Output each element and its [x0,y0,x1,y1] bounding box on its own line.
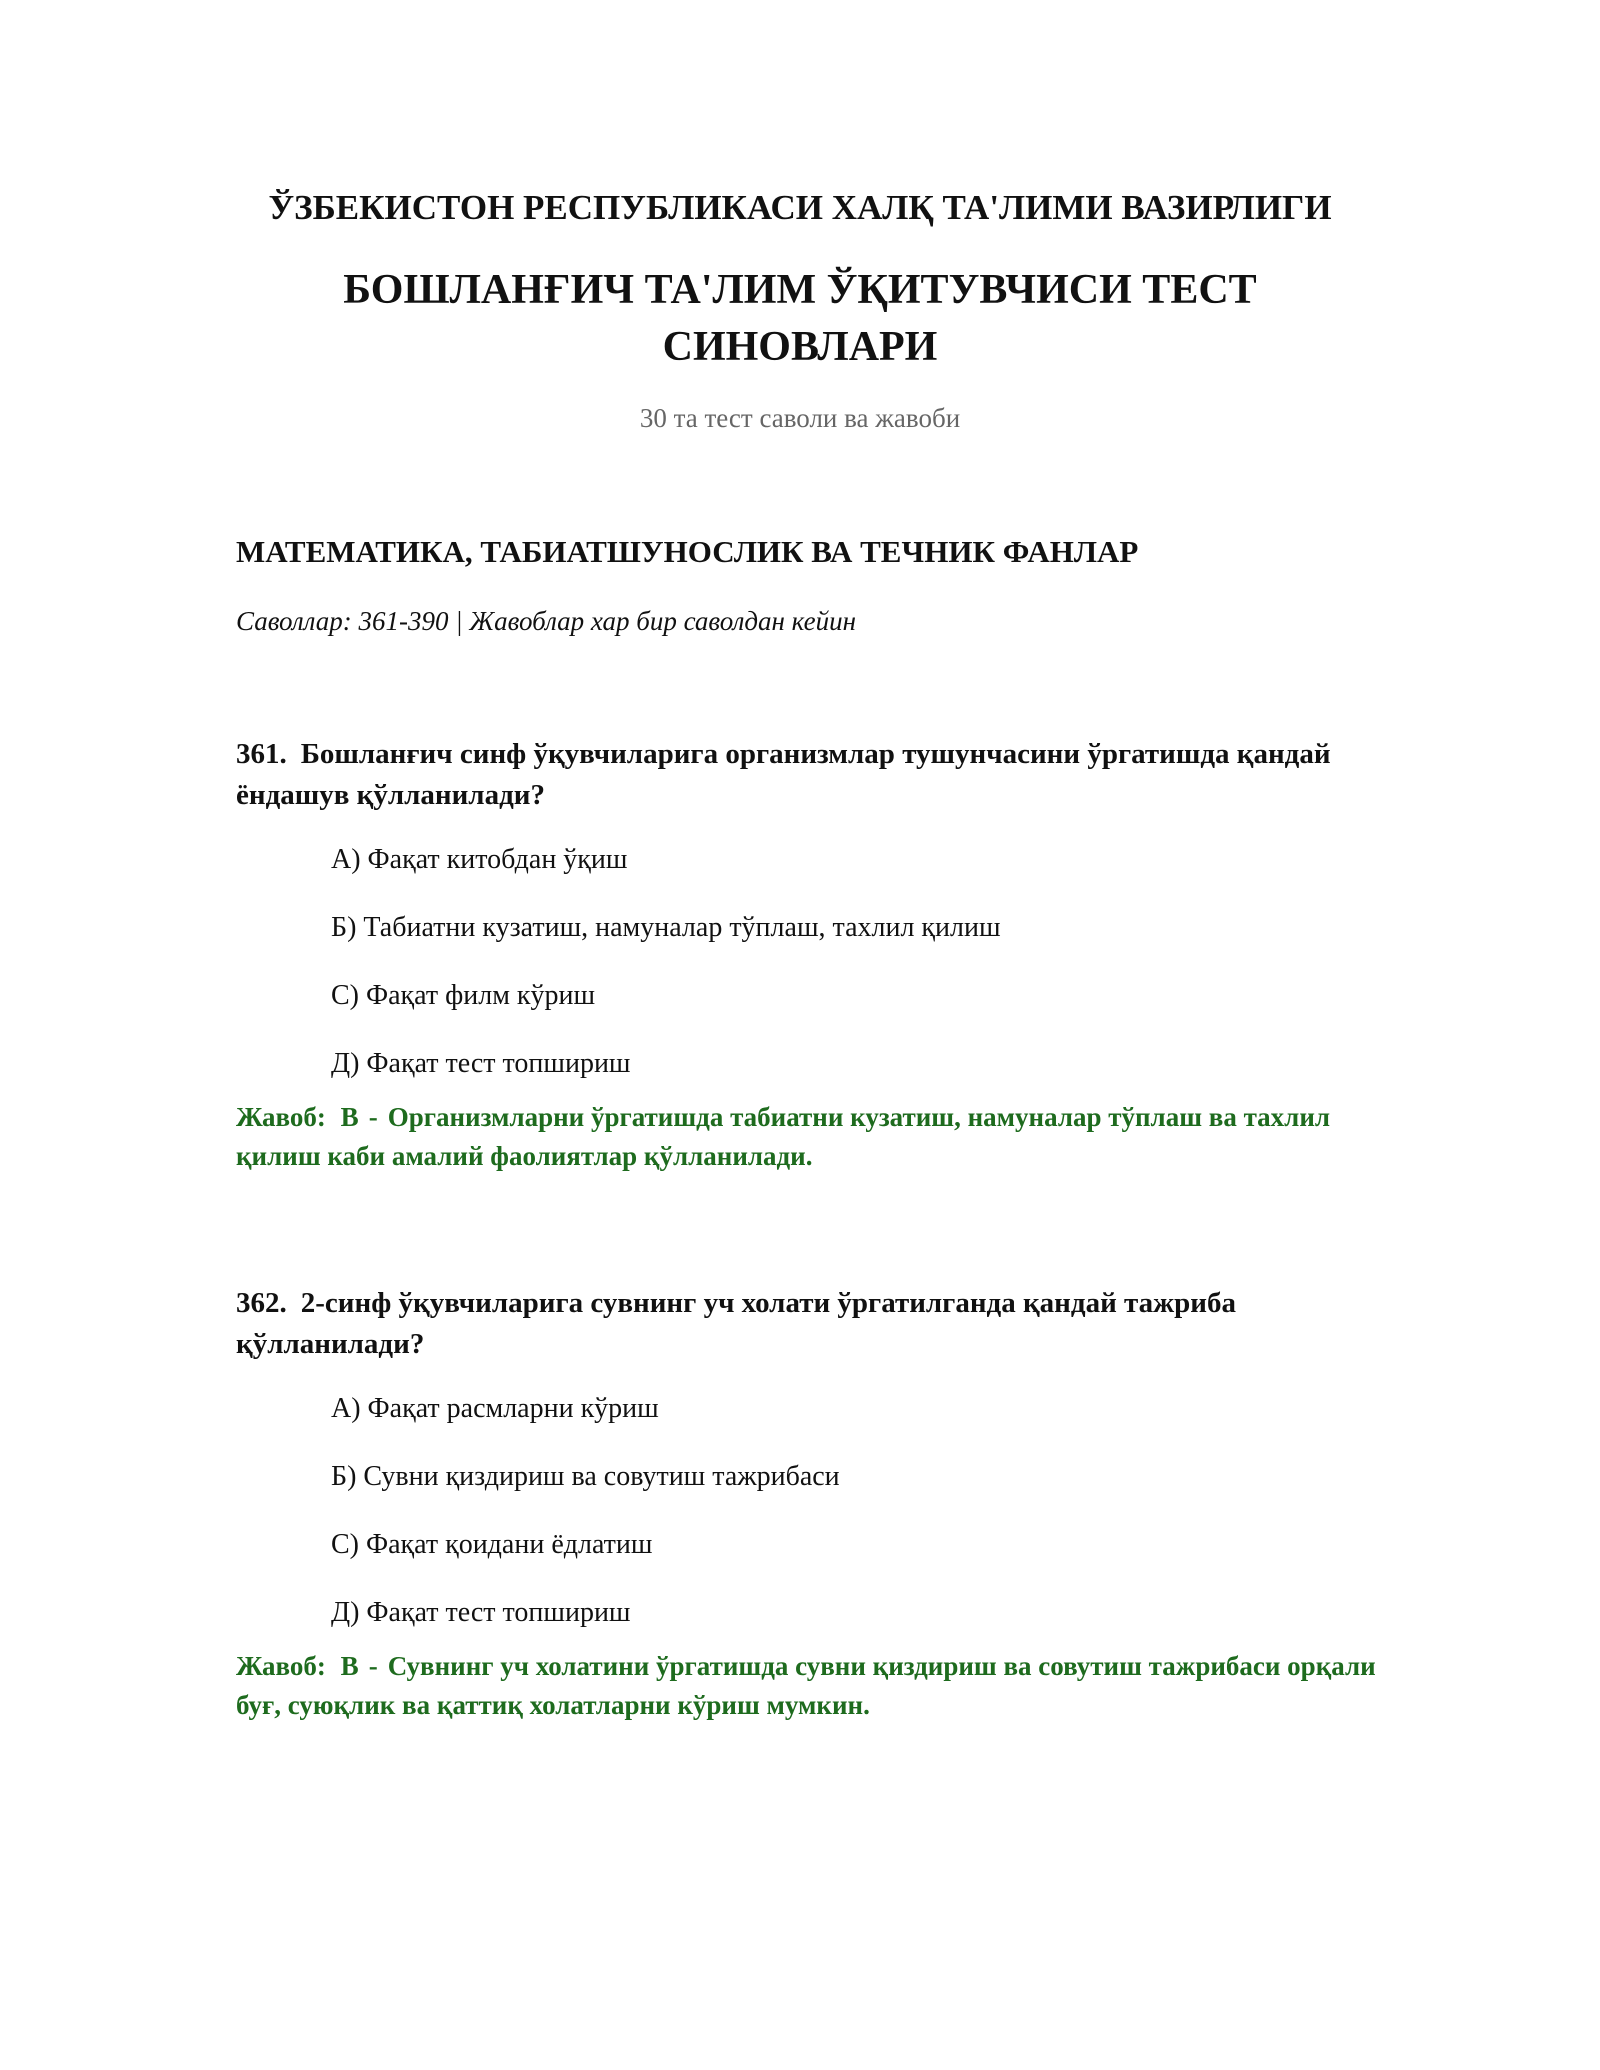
ministry-heading: ЎЗБЕКИСТОН РЕСПУБЛИКАСИ ХАЛҚ ТА'ЛИМИ ВАЗИРЛИГИ [268,188,1332,227]
option-a: А) Фақат расмларни кўриш [331,1393,659,1424]
answer-text: Организмларни ўргатишда табиатни кузатиш, намуналар тўплаш ва тахлил қилиш каби амалий фаолиятлар қўлланилади. [236,1102,1331,1171]
option-c: С) Фақат филм кўриш [331,980,596,1011]
question-text [236,1283,1376,1365]
answer-separator: - [368,1651,378,1681]
section-title: МАТЕМАТИКА, ТАБИАТШУНОСЛИК ВА ТЕЧНИК ФАНЛАР [236,534,1139,569]
option-d: Д) Фақат тест топшириш [331,1048,631,1079]
question-text [236,734,1376,816]
question-body: 2-синф ўқувчиларига сувнинг уч холати ўргатилганда қандай тажриба қўлланилади? [236,1287,1236,1360]
question-362 [236,1283,1376,1725]
answer-separator: - [368,1102,378,1132]
answer [236,1098,1376,1176]
question-number: 361. [236,738,287,770]
question-number: 362. [236,1287,287,1319]
page-subtitle: 30 та тест саволи ва жавоби [639,403,961,433]
question-361 [236,734,1376,1176]
options-list [236,842,1376,1114]
section-note: Саволлар: 361-390 | Жавоблар хар бир саволдан кейин [236,606,857,636]
option-b: Б) Сувни қиздириш ва совутиш тажрибаси [331,1461,840,1492]
options-list [236,1391,1376,1663]
option-a: А) Фақат китобдан ўқиш [331,844,628,875]
question-body: Бошланғич синф ўқувчиларига организмлар тушунчасини ўргатишда қандай ёндашув қўлланилади? [236,738,1331,811]
answer [236,1647,1376,1725]
answer-text: Сувнинг уч холатини ўргатишда сувни қиздириш ва совутиш тажрибаси орқали буғ, суюқлик ва қаттиқ холатларни кўриш мумкин. [236,1651,1376,1720]
page-title: БОШЛАНҒИЧ ТА'ЛИМ ЎҚИТУВЧИСИ ТЕСТ СИНОВЛАРИ [343,267,1257,370]
option-b: Б) Табиатни кузатиш, намуналар тўплаш, тахлил қилиш [331,912,1001,943]
option-c: С) Фақат қоидани ёдлатиш [331,1529,653,1560]
answer-label: Жавоб: [236,1651,326,1681]
answer-letter: В [340,1651,359,1681]
option-d: Д) Фақат тест топшириш [331,1597,631,1628]
answer-letter: В [340,1102,359,1132]
answer-label: Жавоб: [236,1102,326,1132]
